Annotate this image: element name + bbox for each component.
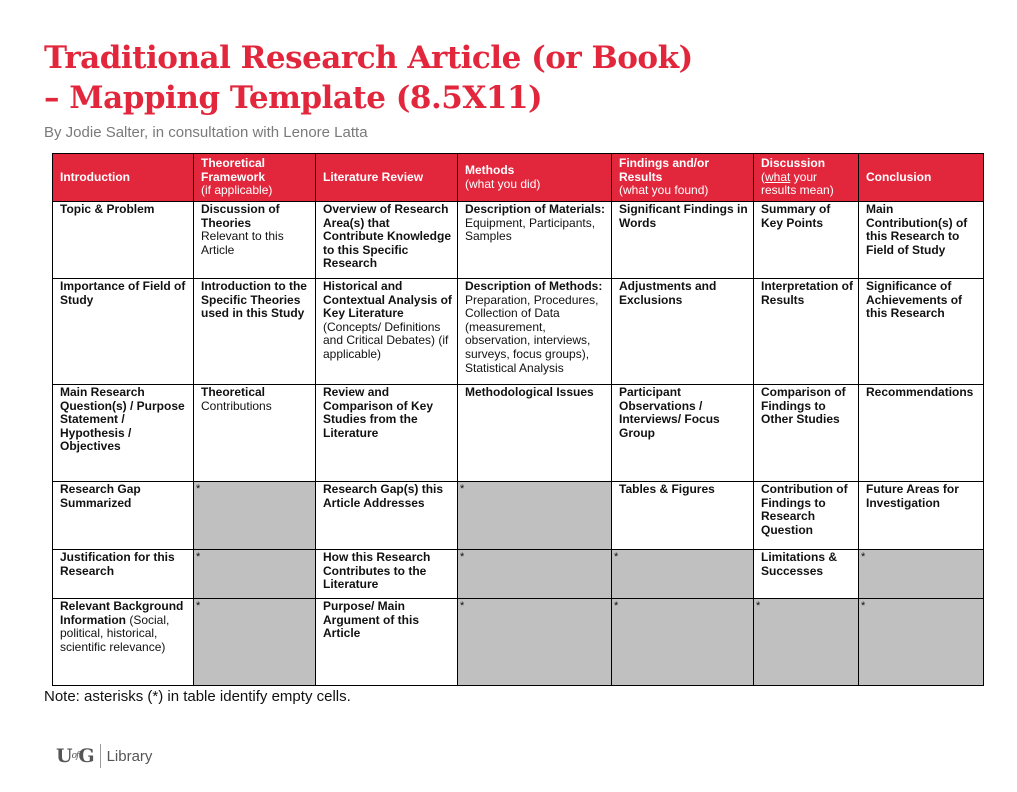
table-cell: Description of Methods: Preparation, Procedures, Collection of Data (measurement, observation, interviews, surveys, focus groups), Statistical Analysis [458,279,612,385]
table-cell: Contribution of Findings to Research Question [754,482,859,550]
table-cell: Methodological Issues [458,385,612,482]
title-line-2: – Mapping Template (8.5X11) [44,80,543,116]
table-cell: Significant Findings in Words [612,202,754,279]
table-cell: Description of Materials: Equipment, Participants, Samples [458,202,612,279]
header-discussion: Discussion (what your results mean) [754,154,859,202]
library-label: Library [106,747,153,765]
table-cell: Importance of Field of Study [53,279,194,385]
table-cell: Significance of Achievements of this Research [859,279,984,385]
table-cell: Discussion of Theories Relevant to this Article [194,202,316,279]
table-cell: Interpretation of Results [754,279,859,385]
table-cell: How this Research Contributes to the Literature [316,550,458,599]
table-cell: Justification for this Research [53,550,194,599]
byline: By Jodie Salter, in consultation with Lenore Latta [44,124,368,141]
header-theoretical-framework: Theoretical Framework (if applicable) [194,154,316,202]
table-cell: Research Gap(s) this Article Addresses [316,482,458,550]
table-cell: Topic & Problem [53,202,194,279]
logo-divider [100,744,101,768]
uofg-library-logo [56,744,152,768]
table-cell: Research Gap Summarized [53,482,194,550]
table-note: Note: asterisks (*) in table identify empty cells. [44,688,351,705]
empty-cell: * [458,482,612,550]
empty-cell: * [194,550,316,599]
table-cell: Relevant Background Information (Social, political, historical, scientific relevance) [53,599,194,686]
empty-cell: * [859,550,984,599]
table-row [53,599,984,686]
header-row [53,154,984,202]
page-title [44,38,693,118]
table-cell: Main Contribution(s) of this Research to Field of Study [859,202,984,279]
table-cell: Review and Comparison of Key Studies from the Literature [316,385,458,482]
table-row [53,482,984,550]
empty-cell: * [458,599,612,686]
table-row [53,550,984,599]
empty-cell: * [612,550,754,599]
uofg-logo-mark: $U_{of}G$ [56,745,94,767]
table-cell: Comparison of Findings to Other Studies [754,385,859,482]
table-cell: Summary of Key Points [754,202,859,279]
table-cell: Participant Observations / Interviews/ Focus Group [612,385,754,482]
table-cell: Limitations & Successes [754,550,859,599]
table-row [53,279,984,385]
table-row [53,202,984,279]
mapping-table [52,153,984,686]
header-methods: Methods (what you did) [458,154,612,202]
table-cell: Future Areas for Investigation [859,482,984,550]
table-cell: Adjustments and Exclusions [612,279,754,385]
header-findings: Findings and/or Results (what you found) [612,154,754,202]
title-line-1: Traditional Research Article (or Book) [44,40,693,76]
empty-cell: * [194,482,316,550]
empty-cell: * [612,599,754,686]
table-cell: Purpose/ Main Argument of this Article [316,599,458,686]
table-row [53,385,984,482]
table-cell: Historical and Contextual Analysis of Key Literature (Concepts/ Definitions and Critical Debates) (if applicable) [316,279,458,385]
table-cell: Introduction to the Specific Theories used in this Study [194,279,316,385]
empty-cell: * [194,599,316,686]
table-cell: Theoretical Contributions [194,385,316,482]
header-introduction: Introduction [53,154,194,202]
table-cell: Main Research Question(s) / Purpose Statement / Hypothesis / Objectives [53,385,194,482]
empty-cell: * [754,599,859,686]
header-conclusion: Conclusion [859,154,984,202]
empty-cell: * [458,550,612,599]
header-literature-review: Literature Review [316,154,458,202]
empty-cell: * [859,599,984,686]
table-cell: Recommendations [859,385,984,482]
table-cell: Overview of Research Area(s) that Contribute Knowledge to this Specific Research [316,202,458,279]
table-cell: Tables & Figures [612,482,754,550]
